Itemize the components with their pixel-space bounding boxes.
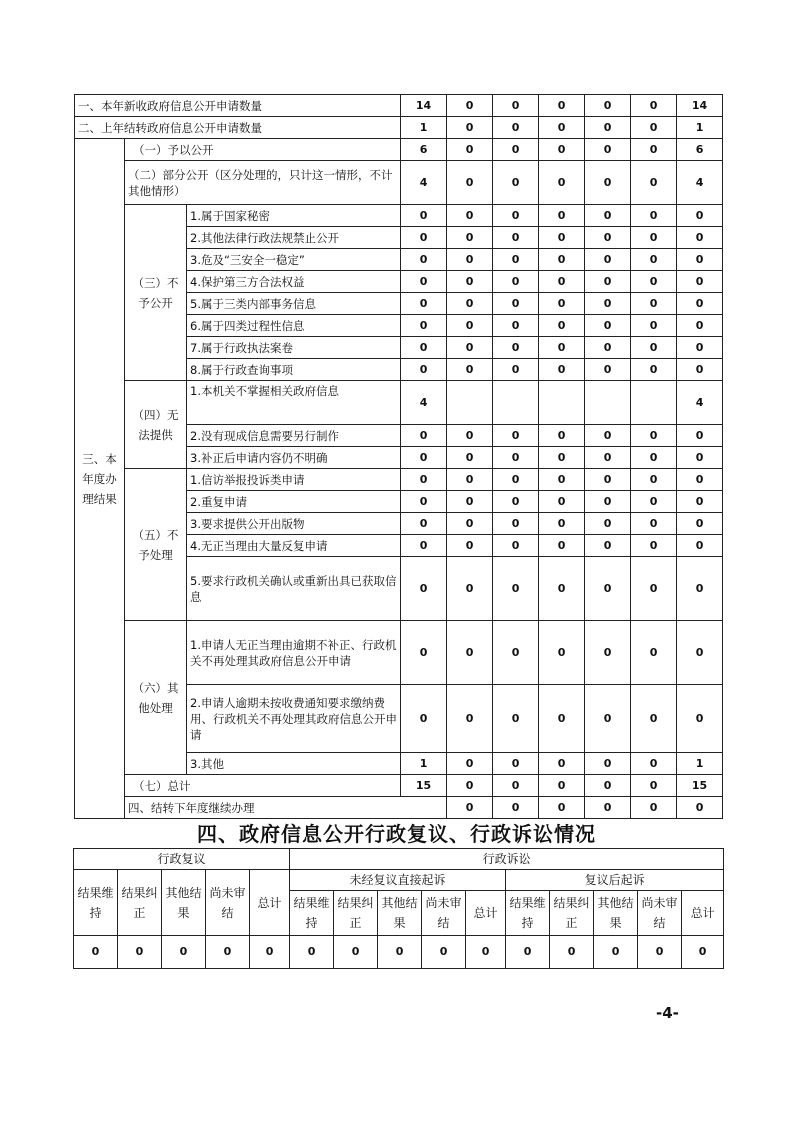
value-cell: 0: [493, 315, 539, 337]
table-row: [75, 161, 723, 205]
value-cell: 0: [631, 425, 677, 447]
value-cell: 0: [493, 95, 539, 117]
value-cell: 0: [447, 271, 493, 293]
table-row: [75, 139, 723, 161]
col-header: 其他结果: [162, 870, 206, 936]
value-cell: [447, 381, 493, 425]
value-cell: 0: [585, 227, 631, 249]
value-cell: 0: [378, 936, 422, 969]
value-cell: 0: [539, 95, 585, 117]
value-cell: 0: [493, 337, 539, 359]
value-cell: 0: [539, 535, 585, 557]
value-cell: 0: [118, 936, 162, 969]
value-cell: 0: [594, 936, 638, 969]
value-cell: 0: [631, 161, 677, 205]
value-cell: 0: [74, 936, 118, 969]
value-cell: 0: [401, 469, 447, 491]
value-cell: 0: [585, 557, 631, 621]
col-header: 结果纠正: [118, 870, 162, 936]
value-cell: 0: [447, 775, 493, 797]
value-cell: 0: [447, 315, 493, 337]
value-cell: 0: [631, 469, 677, 491]
value-cell: 0: [447, 359, 493, 381]
col-header: 其他结果: [594, 891, 638, 936]
value-cell: 0: [677, 359, 723, 381]
value-cell: 0: [493, 513, 539, 535]
after-review-header: 复议后起诉: [506, 870, 724, 891]
review-litigation-table: [73, 848, 724, 969]
value-cell: 0: [539, 293, 585, 315]
table-row: [75, 95, 723, 117]
value-cell: 0: [631, 797, 677, 819]
value-cell: 0: [493, 491, 539, 513]
value-cell: 0: [682, 936, 724, 969]
direct-litigation-header: 未经复议直接起诉: [290, 870, 506, 891]
value-cell: 0: [631, 205, 677, 227]
value-cell: 1: [401, 117, 447, 139]
value-cell: 0: [447, 797, 493, 819]
value-cell: 0: [677, 337, 723, 359]
value-cell: 0: [447, 621, 493, 685]
value-cell: 0: [677, 469, 723, 491]
value-cell: 0: [585, 293, 631, 315]
group-label: （六）其他处理: [125, 621, 187, 775]
value-cell: 0: [631, 227, 677, 249]
value-cell: 0: [585, 469, 631, 491]
value-cell: 0: [162, 936, 206, 969]
value-cell: 0: [493, 359, 539, 381]
value-cell: 0: [401, 535, 447, 557]
value-cell: 0: [401, 205, 447, 227]
applications-table: [74, 94, 723, 819]
value-cell: 0: [677, 271, 723, 293]
value-cell: 0: [447, 205, 493, 227]
value-cell: 0: [334, 936, 378, 969]
value-cell: 0: [539, 447, 585, 469]
value-cell: 0: [539, 491, 585, 513]
col-header: 总计: [682, 891, 724, 936]
value-cell: 0: [250, 936, 290, 969]
value-cell: 0: [585, 337, 631, 359]
value-cell: 0: [447, 139, 493, 161]
table-row: [75, 469, 723, 491]
value-cell: 0: [677, 513, 723, 535]
value-cell: 0: [631, 139, 677, 161]
item-label: 1.申请人无正当理由逾期不补正、行政机关不再处理其政府信息公开申请: [187, 621, 401, 685]
value-cell: 0: [539, 337, 585, 359]
value-cell: 0: [585, 491, 631, 513]
value-cell: 0: [401, 315, 447, 337]
value-cell: 0: [585, 513, 631, 535]
value-cell: 0: [401, 513, 447, 535]
value-cell: 0: [677, 491, 723, 513]
value-cell: 0: [447, 95, 493, 117]
value-cell: 0: [493, 139, 539, 161]
row-label: （一）予以公开: [125, 139, 401, 161]
value-cell: 0: [447, 557, 493, 621]
value-cell: 0: [401, 249, 447, 271]
col-header: 尚未审结: [206, 870, 250, 936]
value-cell: 0: [493, 775, 539, 797]
page-number: -4-: [656, 1004, 679, 1022]
value-cell: 0: [585, 447, 631, 469]
section-label: 三、本年度办理结果: [75, 139, 125, 819]
value-cell: 0: [631, 513, 677, 535]
value-cell: 0: [401, 447, 447, 469]
group-label: （四）无法提供: [125, 381, 187, 469]
value-cell: 0: [493, 535, 539, 557]
col-header: 尚未审结: [422, 891, 466, 936]
value-cell: 0: [677, 227, 723, 249]
col-header: 结果纠正: [550, 891, 594, 936]
value-cell: 0: [401, 685, 447, 753]
value-cell: 0: [539, 469, 585, 491]
value-cell: 0: [631, 271, 677, 293]
value-cell: 0: [206, 936, 250, 969]
value-cell: 0: [401, 491, 447, 513]
value-cell: 0: [493, 557, 539, 621]
value-cell: 0: [401, 271, 447, 293]
value-cell: 0: [506, 936, 550, 969]
value-cell: 0: [677, 425, 723, 447]
value-cell: 0: [539, 359, 585, 381]
value-cell: 4: [677, 161, 723, 205]
value-cell: 0: [631, 775, 677, 797]
value-cell: 0: [677, 249, 723, 271]
value-cell: 0: [631, 359, 677, 381]
value-cell: 0: [585, 315, 631, 337]
value-cell: 0: [677, 797, 723, 819]
value-cell: 0: [447, 513, 493, 535]
value-cell: 0: [677, 621, 723, 685]
value-cell: 0: [493, 161, 539, 205]
value-cell: 0: [585, 775, 631, 797]
value-cell: 0: [631, 685, 677, 753]
value-cell: 0: [493, 685, 539, 753]
value-cell: 0: [585, 95, 631, 117]
value-cell: 1: [677, 117, 723, 139]
row-label: 二、上年结转政府信息公开申请数量: [75, 117, 401, 139]
table-row: [75, 381, 723, 425]
value-cell: 6: [677, 139, 723, 161]
value-cell: 0: [585, 161, 631, 205]
value-cell: 0: [493, 271, 539, 293]
table-row: [75, 775, 723, 797]
value-cell: 0: [539, 117, 585, 139]
item-label: 8.属于行政查询事项: [187, 359, 401, 381]
value-cell: 0: [638, 936, 682, 969]
value-cell: 15: [677, 775, 723, 797]
col-header: 结果维持: [506, 891, 550, 936]
value-cell: 0: [539, 685, 585, 753]
item-label: 7.属于行政执法案卷: [187, 337, 401, 359]
litigation-header: 行政诉讼: [290, 849, 724, 870]
value-cell: 0: [539, 513, 585, 535]
value-cell: 0: [447, 249, 493, 271]
value-cell: 0: [631, 621, 677, 685]
item-label: 3.补正后申请内容仍不明确: [187, 447, 401, 469]
value-cell: 0: [585, 205, 631, 227]
value-cell: [539, 381, 585, 425]
table-row: [75, 117, 723, 139]
value-cell: 4: [401, 161, 447, 205]
value-cell: 0: [631, 535, 677, 557]
group-label: （五）不予处理: [125, 469, 187, 621]
value-cell: 0: [447, 117, 493, 139]
value-cell: 0: [539, 621, 585, 685]
value-cell: 0: [447, 161, 493, 205]
value-cell: 0: [585, 535, 631, 557]
value-cell: 0: [401, 359, 447, 381]
item-label: 2.申请人逾期未按收费通知要求缴纳费用、行政机关不再处理其政府信息公开申请: [187, 685, 401, 753]
col-header: 其他结果: [378, 891, 422, 936]
value-cell: 0: [447, 447, 493, 469]
value-cell: 0: [585, 117, 631, 139]
item-label: 3.要求提供公开出版物: [187, 513, 401, 535]
value-cell: 0: [585, 753, 631, 775]
table-row: [75, 797, 723, 819]
value-cell: 0: [493, 249, 539, 271]
col-header: 结果维持: [290, 891, 334, 936]
value-cell: 0: [585, 685, 631, 753]
value-cell: 0: [422, 936, 466, 969]
value-cell: 0: [677, 205, 723, 227]
value-cell: 0: [677, 557, 723, 621]
value-cell: 0: [447, 337, 493, 359]
value-cell: 0: [539, 775, 585, 797]
col-header: 总计: [466, 891, 506, 936]
item-label: 6.属于四类过程性信息: [187, 315, 401, 337]
item-label: 1.信访举报投诉类申请: [187, 469, 401, 491]
col-header: 结果维持: [74, 870, 118, 936]
value-cell: 0: [585, 621, 631, 685]
value-cell: 0: [631, 447, 677, 469]
table-row: [75, 621, 723, 685]
value-cell: 0: [631, 293, 677, 315]
value-cell: 0: [677, 315, 723, 337]
value-cell: 0: [493, 205, 539, 227]
table-row: [75, 205, 723, 227]
item-label: 5.属于三类内部事务信息: [187, 293, 401, 315]
item-label: 1.属于国家秘密: [187, 205, 401, 227]
value-cell: 0: [401, 227, 447, 249]
value-cell: 0: [539, 205, 585, 227]
value-cell: 0: [539, 249, 585, 271]
col-header: 结果纠正: [334, 891, 378, 936]
row-label: （二）部分公开（区分处理的，只计这一情形，不计其他情形）: [125, 161, 401, 205]
item-label: 2.没有现成信息需要另行制作: [187, 425, 401, 447]
value-cell: 0: [631, 315, 677, 337]
value-cell: 0: [585, 797, 631, 819]
value-cell: 0: [539, 797, 585, 819]
row-label: （七）总计: [125, 775, 401, 797]
value-cell: 0: [401, 425, 447, 447]
section-heading: 四、政府信息公开行政复议、行政诉讼情况: [197, 822, 596, 846]
value-cell: 15: [401, 775, 447, 797]
value-cell: 0: [585, 425, 631, 447]
item-label: 3.危及“三安全一稳定”: [187, 249, 401, 271]
value-cell: 0: [493, 753, 539, 775]
value-cell: 0: [401, 621, 447, 685]
value-cell: 0: [585, 359, 631, 381]
item-label: 1.本机关不掌握相关政府信息: [187, 381, 401, 425]
value-cell: 0: [539, 227, 585, 249]
item-label: 2.重复申请: [187, 491, 401, 513]
item-label: 4.无正当理由大量反复申请: [187, 535, 401, 557]
col-header: 总计: [250, 870, 290, 936]
value-cell: 0: [631, 337, 677, 359]
col-header: 尚未审结: [638, 891, 682, 936]
value-cell: 0: [493, 293, 539, 315]
item-label: 2.其他法律行政法规禁止公开: [187, 227, 401, 249]
value-cell: 0: [585, 271, 631, 293]
value-cell: 6: [401, 139, 447, 161]
value-cell: 0: [631, 249, 677, 271]
value-cell: 1: [401, 753, 447, 775]
value-cell: 0: [539, 557, 585, 621]
value-cell: [493, 381, 539, 425]
value-cell: 0: [631, 753, 677, 775]
value-cell: 0: [447, 491, 493, 513]
value-cell: 14: [677, 95, 723, 117]
group-label: （三）不予公开: [125, 205, 187, 381]
value-cell: 0: [447, 753, 493, 775]
value-cell: 0: [493, 227, 539, 249]
value-cell: [585, 381, 631, 425]
value-cell: 0: [493, 797, 539, 819]
value-cell: [631, 381, 677, 425]
row-label: 四、结转下年度继续办理: [125, 797, 447, 819]
row-label: 一、本年新收政府信息公开申请数量: [75, 95, 401, 117]
value-cell: 0: [401, 293, 447, 315]
value-cell: 0: [677, 685, 723, 753]
value-cell: 0: [493, 621, 539, 685]
value-cell: 0: [447, 535, 493, 557]
item-label: 3.其他: [187, 753, 401, 775]
value-cell: 0: [447, 293, 493, 315]
value-cell: 0: [290, 936, 334, 969]
item-label: 4.保护第三方合法权益: [187, 271, 401, 293]
value-cell: 0: [493, 447, 539, 469]
value-cell: 0: [493, 425, 539, 447]
value-cell: 0: [447, 425, 493, 447]
value-cell: 0: [539, 271, 585, 293]
value-cell: 0: [539, 161, 585, 205]
value-cell: 0: [493, 117, 539, 139]
value-cell: 0: [677, 293, 723, 315]
value-cell: 0: [447, 227, 493, 249]
value-cell: 0: [493, 469, 539, 491]
value-cell: 0: [585, 139, 631, 161]
value-cell: 0: [631, 557, 677, 621]
value-cell: 0: [631, 117, 677, 139]
value-cell: 0: [401, 337, 447, 359]
value-cell: 0: [401, 557, 447, 621]
value-cell: 0: [447, 469, 493, 491]
value-cell: 0: [466, 936, 506, 969]
value-cell: 0: [550, 936, 594, 969]
value-cell: 0: [631, 491, 677, 513]
value-cell: 0: [539, 139, 585, 161]
value-cell: 0: [631, 95, 677, 117]
review-header: 行政复议: [74, 849, 290, 870]
value-cell: 0: [539, 425, 585, 447]
value-cell: 14: [401, 95, 447, 117]
value-cell: 0: [677, 447, 723, 469]
value-cell: 0: [677, 535, 723, 557]
value-cell: 1: [677, 753, 723, 775]
value-cell: 4: [401, 381, 447, 425]
value-cell: 0: [539, 315, 585, 337]
value-cell: 0: [447, 685, 493, 753]
value-cell: 4: [677, 381, 723, 425]
item-label: 5.要求行政机关确认或重新出具已获取信息: [187, 557, 401, 621]
value-cell: 0: [539, 753, 585, 775]
value-cell: 0: [585, 249, 631, 271]
